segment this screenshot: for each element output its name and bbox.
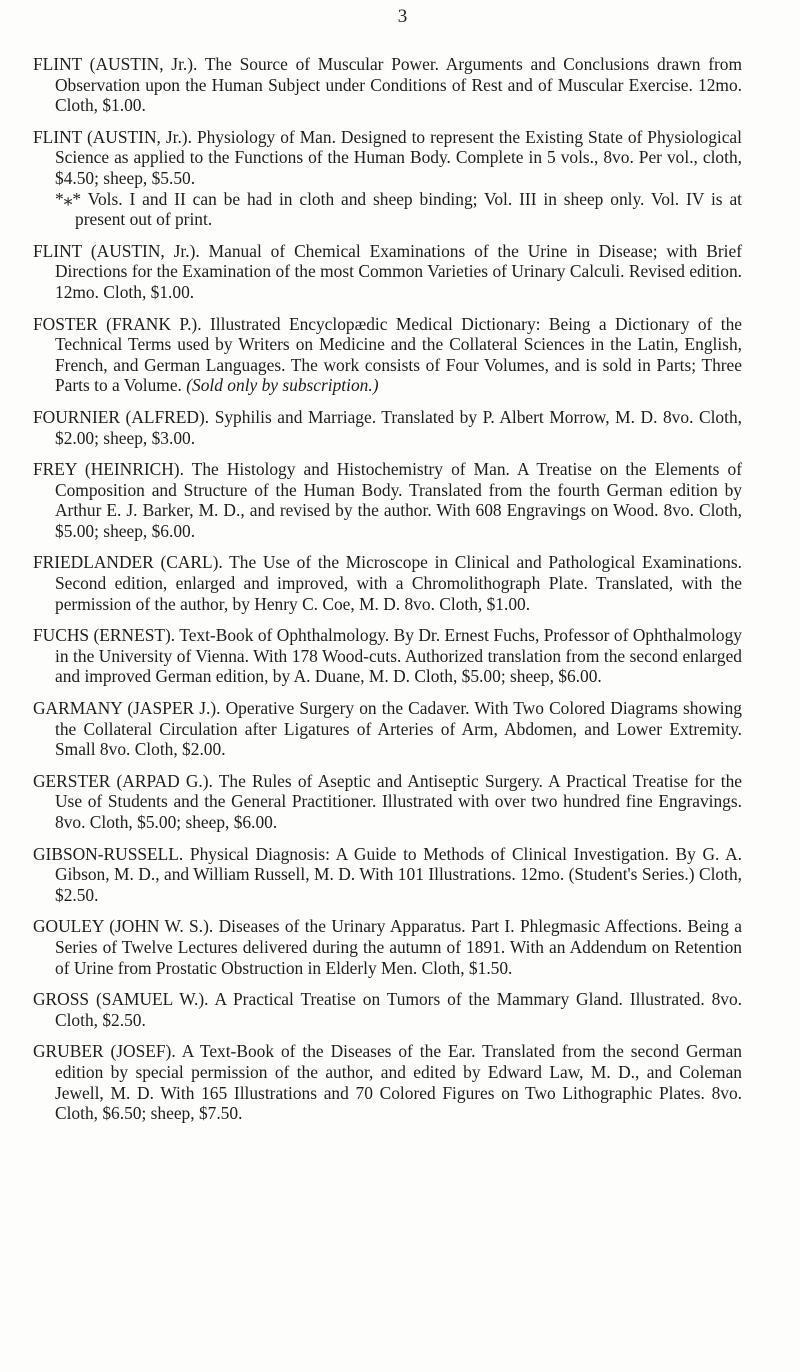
entry-description: The Histology and Histochemistry of Man. A Treatise on the Elements of Composition and Structure of the Human Body. Translated from the fourth German edition by Arthur E. J. Barker, M. D., and revised by the author. With 608 Engravings on Wood. 8vo. Cloth, $5.00; sheep, $6.00. — [55, 459, 742, 541]
entry-description: Physical Diagnosis: A Guide to Methods of Clinical Investigation. By G. A. Gibson, M. D., and William Russell, M. D. With 101 Illustrations. 12mo. (Student's Series.) Cloth, $2.50. — [55, 843, 742, 905]
entry-subscription-note: (Sold only by subscription.) — [186, 375, 379, 396]
entry-author: FOSTER (FRANK P.). — [33, 313, 202, 334]
entry-description: A Text-Book of the Diseases of the Ear. Translated from the second German edition by special permission of the author, and edited by Edward Law, M. D., and Coleman Jewell, M. D. With 165 Illustrations and 70 Colored Figures on Two Lithographic Plates. 8vo. Cloth, $6.50; sheep, $7.50. — [55, 1041, 742, 1124]
entry-author: GIBSON-RUSSELL. — [33, 843, 184, 864]
entry-author: FLINT (AUSTIN, Jr.). — [33, 240, 200, 261]
entry-author: FOURNIER (ALFRED). — [33, 406, 210, 427]
catalog-entry — [33, 314, 742, 396]
entry-description: Illustrated Encyclopædic Medical Dictionary: Being a Dictionary of the Technical Terms used by Writers on Medicine and the Collateral Sciences in the Latin, English, French, and German Languages. The work consists of Four Volumes, and is sold in Parts; Three Parts to a Volume. — [55, 313, 742, 396]
catalog-entry — [33, 989, 742, 1030]
page-number: 3 — [397, 6, 408, 27]
catalog-entries — [33, 54, 742, 1124]
catalog-entry — [33, 552, 742, 614]
catalog-entry — [33, 459, 742, 541]
entry-author: FREY (HEINRICH). — [33, 459, 184, 480]
entry-author: GOULEY (JOHN W. S.). — [33, 916, 214, 937]
entry-author: GROSS (SAMUEL W.). — [33, 989, 209, 1010]
entry-description: The Use of the Microscope in Clinical and Pathological Examinations. Second edition, enlarged and improved, with a Chromolithograph Plate. Translated, with the permission of the author, by Henry C. Coe, M. D. 8vo. Cloth, $1.00. — [55, 552, 742, 614]
entry-author: FRIEDLANDER (CARL). — [33, 552, 223, 573]
entry-description: Manual of Chemical Examinations of the Urine in Disease; with Brief Directions for the Examination of the most Common Varieties of Urinary Calculi. Revised edition. 12mo. Cloth, $1.00. — [55, 240, 742, 302]
entry-author: GARMANY (JASPER J.). — [33, 698, 221, 719]
entry-author: GERSTER (ARPAD G.). — [33, 770, 213, 791]
entry-description: The Rules of Aseptic and Antiseptic Surgery. A Practical Treatise for the Use of Students and the General Practitioner. Illustrated with over two hundred fine Engravings. 8vo. Cloth, $5.00; sheep, $6.00. — [55, 770, 742, 832]
catalog-entry — [33, 241, 742, 303]
entry-description: Operative Surgery on the Cadaver. With Two Colored Diagrams showing the Collateral Circulation after Ligatures of Arteries of Arm, Abdomen, and Lower Extremity. Small 8vo. Cloth, $2.00. — [55, 698, 742, 760]
entry-description: A Practical Treatise on Tumors of the Mammary Gland. Illustrated. 8vo. Cloth, $2.50. — [55, 989, 743, 1030]
catalog-entry — [33, 698, 742, 760]
entry-author: FLINT (AUSTIN, Jr.). — [33, 126, 192, 147]
entry-description: Syphilis and Marriage. Translated by P. Albert Morrow, M. D. 8vo. Cloth, $2.00; sheep, $3.00. — [55, 406, 742, 448]
catalog-entry — [33, 127, 742, 230]
catalog-entry — [33, 1041, 742, 1123]
entry-description: The Source of Muscular Power. Arguments and Conclusions drawn from Observation upon the Human Subject under Conditions of Rest and of Muscular Exercise. 12mo. Cloth, $1.00. — [55, 54, 742, 116]
entry-author: FUCHS (ERNEST). — [33, 625, 176, 646]
entry-description: Physiology of Man. Designed to represent the Existing State of Physiological Science as applied to the Functions of the Human Body. Complete in 5 vols., 8vo. Per vol., cloth, $4.50; sheep, $5.50. — [55, 126, 742, 188]
catalog-entry — [33, 771, 742, 833]
entry-description: Text-Book of Ophthalmology. By Dr. Ernest Fuchs, Professor of Ophthalmology in the University of Vienna. With 178 Wood-cuts. Authorized translation from the second enlarged and improved German edition, by A. Duane, M. D. Cloth, $5.00; sheep, $6.00. — [55, 625, 742, 687]
catalog-entry — [33, 916, 742, 978]
catalog-entry — [33, 625, 742, 687]
entry-author: FLINT (AUSTIN, Jr.). — [33, 54, 198, 74]
catalog-entry — [33, 844, 742, 906]
catalog-entry — [33, 54, 742, 116]
entry-author: GRUBER (JOSEF). — [33, 1041, 176, 1062]
entry-description: Diseases of the Urinary Apparatus. Part I. Phlegmasic Affections. Being a Series of Twelve Lectures delivered during the autumn of 1891. With an Addendum on Retention of Urine from Prostatic Obstruction in Elderly Men. Cloth, $1.50. — [55, 916, 742, 978]
catalog-entry — [33, 407, 742, 448]
entry-note: *⁎* Vols. I and II can be had in cloth and sheep binding; Vol. III in sheep only. Vol. IV is at present out of print. — [55, 188, 742, 230]
